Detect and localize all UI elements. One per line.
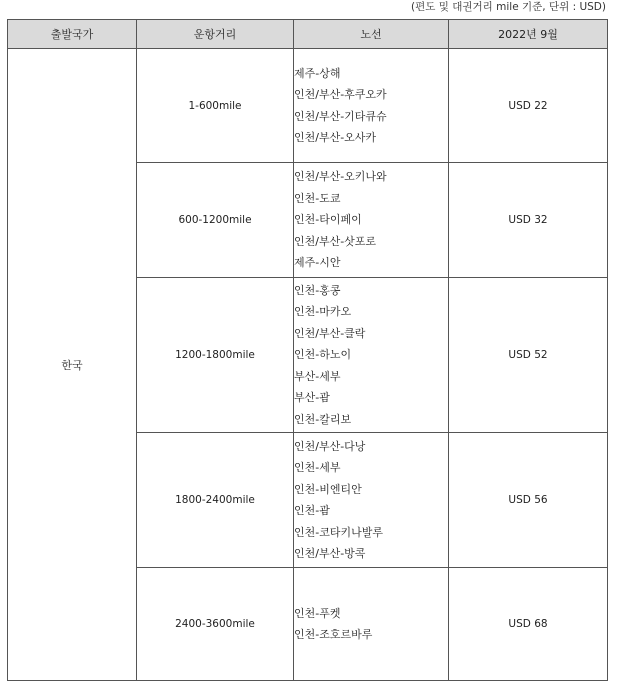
distance-cell: 1800-2400mile [137,433,294,568]
distance-cell: 1-600mile [137,49,294,163]
price-cell: USD 68 [449,568,608,681]
route-item: 인천-마카오 [294,305,352,319]
routes-cell [294,433,449,568]
route-item: 인천/부산-기타큐슈 [294,109,387,123]
distance-cell: 2400-3600mile [137,568,294,681]
routes-cell [294,568,449,681]
routes-cell [294,49,449,163]
route-item: 인천/부산-삿포로 [294,234,377,248]
routes-cell [294,163,449,278]
route-item: 제주-시안 [294,256,341,270]
route-item: 부산-괌 [294,391,330,405]
table-row [8,49,608,163]
route-item: 부산-세부 [294,369,341,383]
route-item: 인천-칼리보 [294,412,352,426]
header-period: 2022년 9월 [449,20,608,49]
route-item: 인천-타이페이 [294,213,362,227]
routes-cell [294,278,449,433]
price-cell: USD 52 [449,278,608,433]
route-item: 인천-조호르바루 [294,628,373,641]
route-item: 인천-도쿄 [294,191,341,205]
route-item: 인천/부산-오키나와 [294,170,387,184]
route-item: 인천/부산-오사카 [294,131,377,144]
header-departure-country: 출발국가 [8,20,137,49]
header-route: 노선 [294,20,449,49]
route-item: 인천-비엔티안 [294,482,362,496]
price-cell: USD 32 [449,163,608,278]
route-item: 인천-코타키나발루 [294,525,383,539]
unit-note: (편도 및 대권거리 mile 기준, 단위 : USD) [411,1,606,13]
country-cell: 한국 [8,49,137,681]
route-item: 인천/부산-클락 [294,326,366,340]
header-flight-distance: 운항거리 [137,20,294,49]
route-item: 인천/부산-후쿠오카 [294,88,387,101]
table-header-row [8,20,608,49]
fuel-surcharge-table [7,19,608,681]
route-item: 인천-홍콩 [294,283,341,297]
price-cell: USD 22 [449,49,608,163]
route-item: 인천/부산-방콕 [294,547,366,560]
route-item: 인천/부산-다낭 [294,439,366,453]
route-item: 인천-하노이 [294,348,352,362]
route-item: 제주-상해 [294,66,341,80]
route-item: 인천-괌 [294,504,330,517]
price-cell: USD 56 [449,433,608,568]
route-item: 인천-푸켓 [294,606,341,620]
distance-cell: 600-1200mile [137,163,294,278]
distance-cell: 1200-1800mile [137,278,294,433]
route-item: 인천-세부 [294,461,341,474]
